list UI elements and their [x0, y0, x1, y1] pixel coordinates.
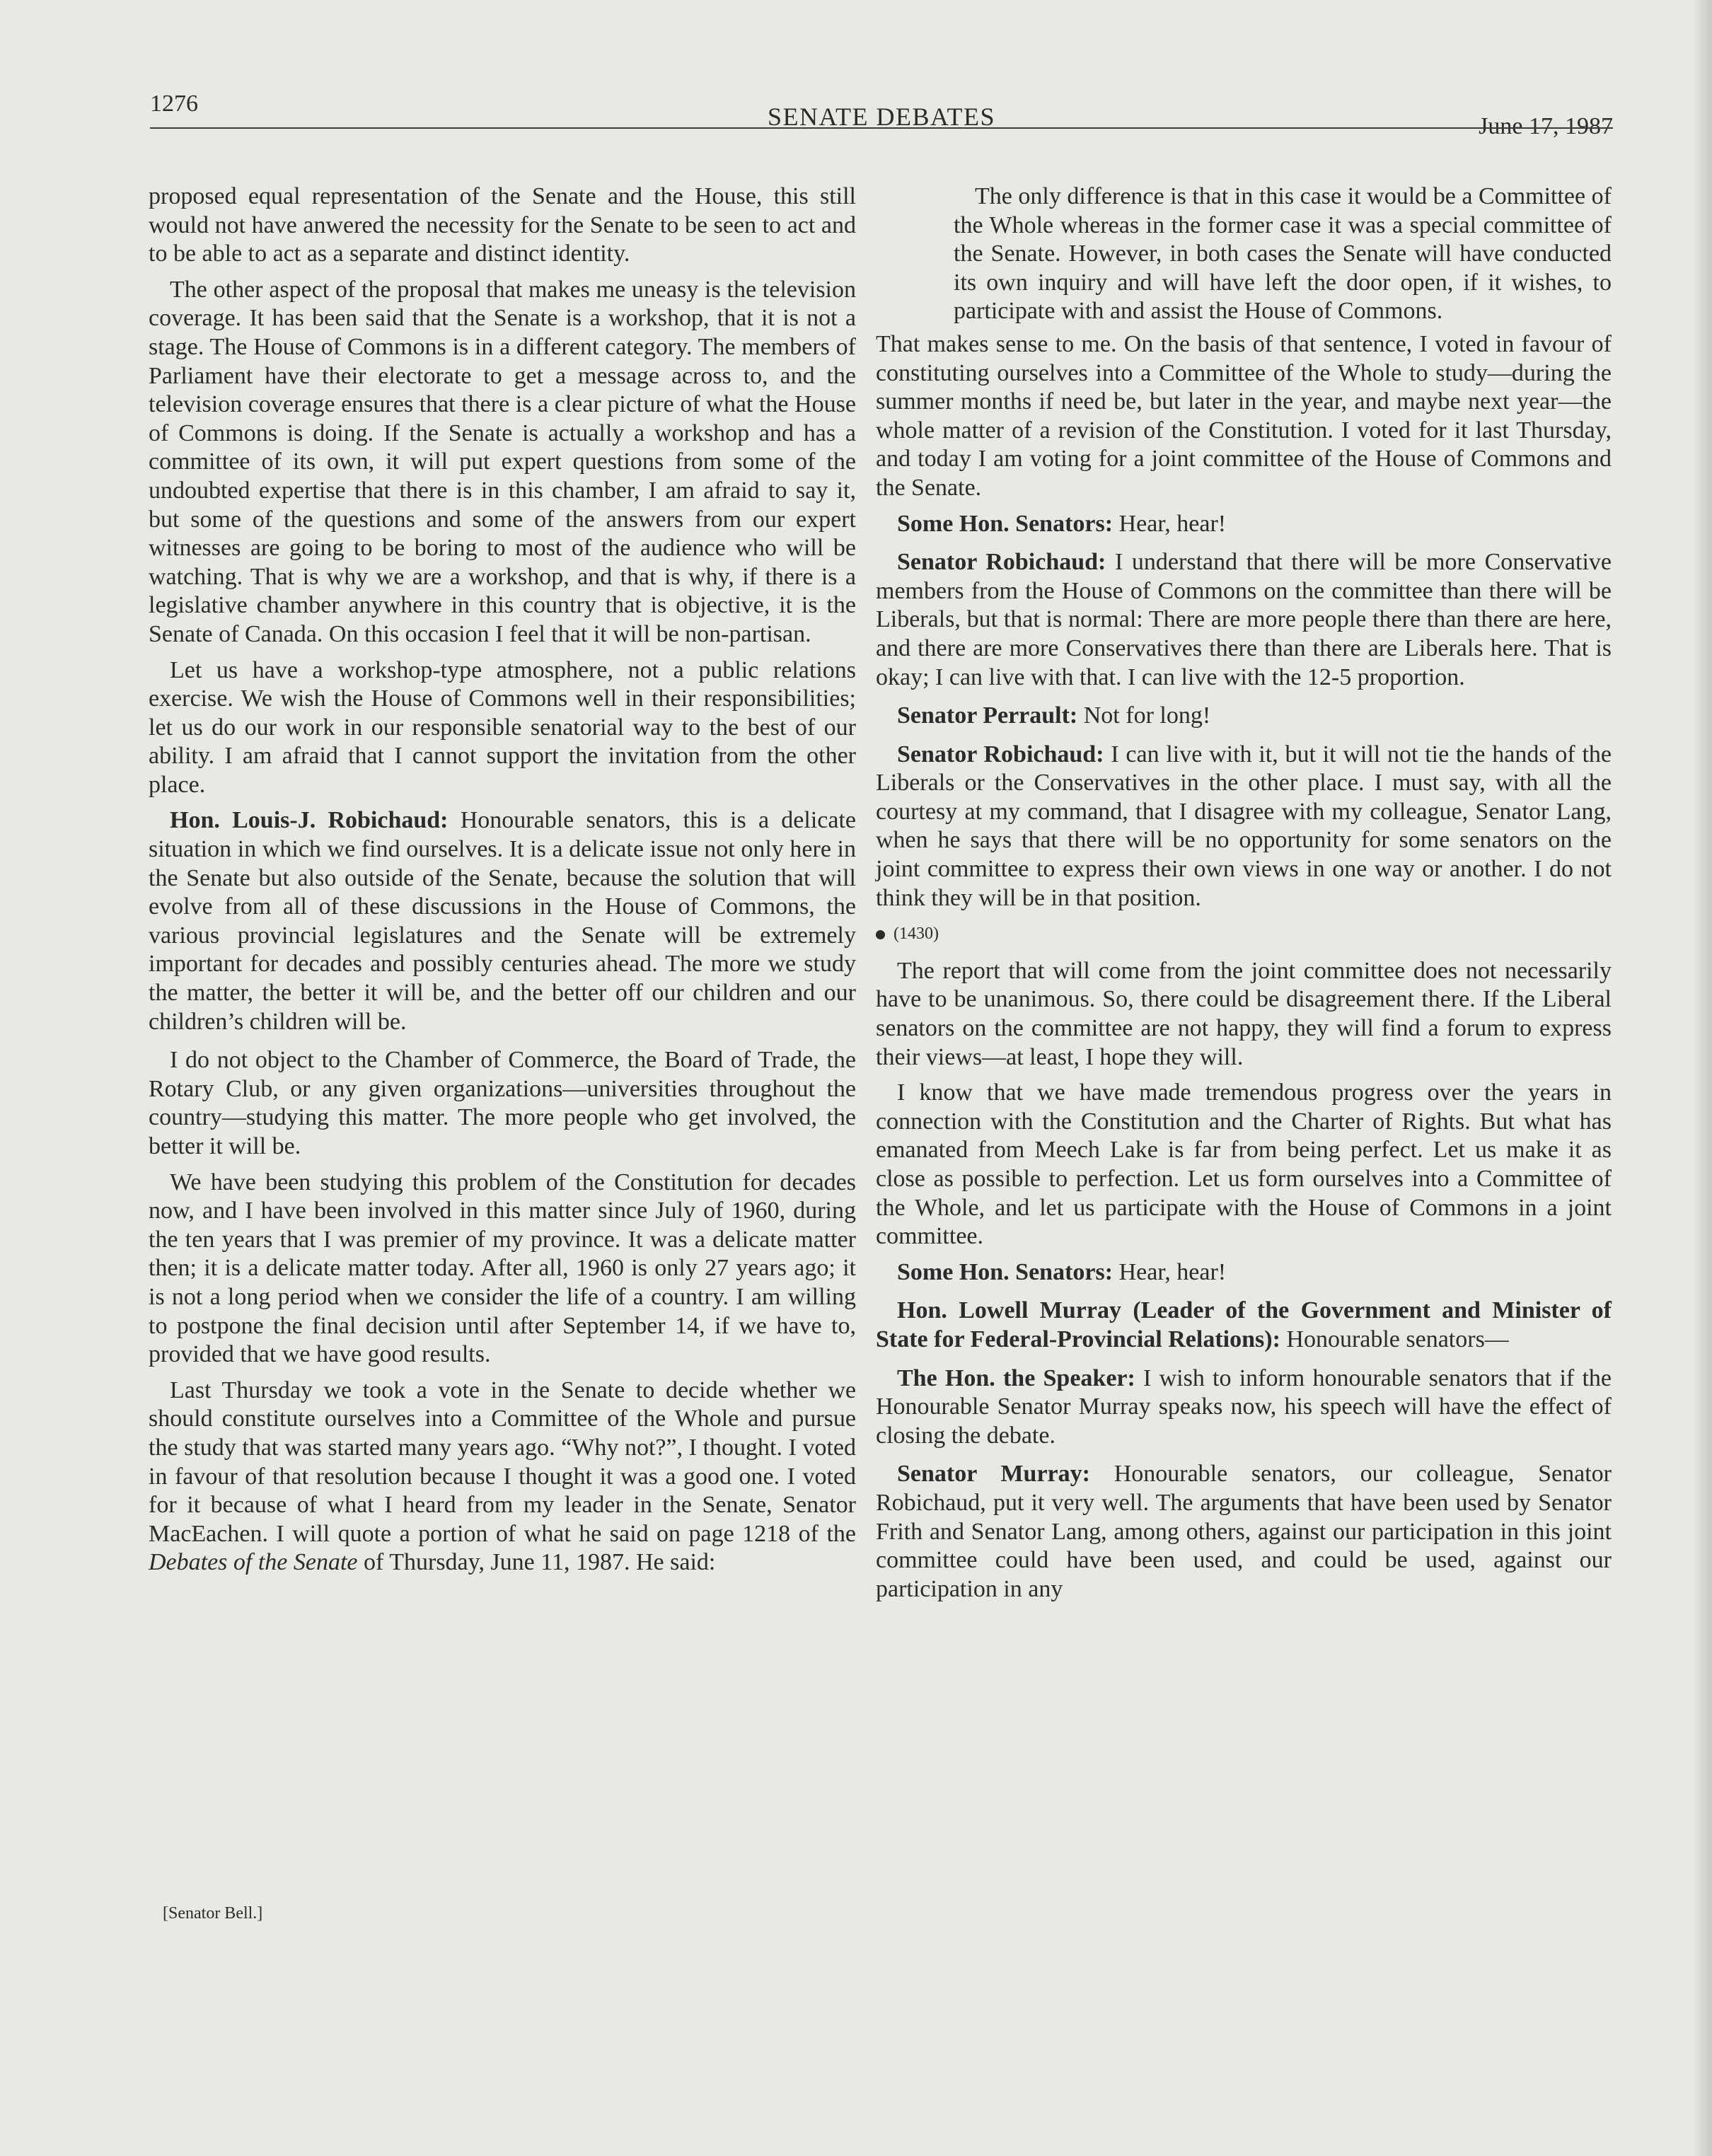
scan-edge — [1692, 0, 1712, 2156]
page-header — [150, 85, 1613, 139]
paragraph: That makes sense to me. On the basis of that sentence, I voted in favour of constituting ourselves into a Committee of the Whole to study—during the summer months if need be, but later in the year, and maybe next year—the whole matter of a revision of the Constitution. I voted for it last Thursday, and today I am voting for a joint committee of the House of Commons and the Senate. — [876, 330, 1612, 501]
paragraph: proposed equal representation of the Senate and the House, this still would not have anwered the necessity for the Senate to be seen to act and to be able to act as a separate and distinct identity. — [149, 183, 856, 267]
speech — [149, 806, 856, 1036]
speech — [876, 702, 1612, 731]
publication-reference: Debates of the Senate — [149, 1549, 358, 1576]
paragraph: The other aspect of the proposal that makes me uneasy is the television coverage. It has been said that the Senate is a workshop, that it is not a stage. The House of Commons is in a different category. The members of Parliament have their electorate to get a message across to, and the television coverage ensures that there is a clear picture of what the House of Commons is doing. If the Senate is actually a workshop and has a committee of its own, it will put expert questions from some of the undoubted expertise that there is in this chamber, I am afraid to say it, but some of the questions and some of the answers from our expert witnesses are going to be boring to most of the audience who will be watching. That is why we are a workshop, and that is why, if there is a legislative chamber anywhere in this country that is objective, it is the Senate of Canada. On this occasion I feel that it will be non-partisan. — [149, 276, 856, 647]
speech — [876, 548, 1612, 692]
paragraph: Let us have a workshop-type atmosphere, not a public relations exercise. We wish the House of Commons well in their responsibilities; let us do our work in our responsible senatorial way to the best of our ability. I am afraid that I cannot support the invitation from the other place. — [149, 656, 856, 798]
page-number: 1276 — [150, 91, 198, 117]
speech-text: Hear, hear! — [1113, 1258, 1227, 1285]
speaker-name: Some Hon. Senators: — [897, 510, 1114, 537]
right-column — [876, 182, 1612, 1611]
speaker-name: Senator Perrault: — [897, 702, 1078, 729]
speaker-name: Some Hon. Senators: — [897, 1258, 1114, 1285]
speech — [876, 1258, 1612, 1287]
speech-text: Honourable senators— — [1280, 1326, 1509, 1352]
publication-title: SENATE DEBATES — [767, 103, 995, 131]
speech-text: I wish to inform honourable senators that if the Honourable Senator Murray speaks now, his speech will have the effect of closing the debate. — [876, 1364, 1612, 1449]
paragraph: I know that we have made tremendous progress over the years in connection with the Constitution and the Charter of Rights. But what has emanated from Meech Lake is far from being perfect. Let us make it as close as possible to perfection. Let us form ourselves into a Committee of the Whole, and let us participate with the House of Commons in a joint committee. — [876, 1079, 1612, 1250]
time-marker — [876, 920, 1612, 949]
speaker-name: Senator Murray: — [897, 1461, 1090, 1488]
speech-text: Hear, hear! — [1113, 510, 1227, 537]
time-marker-text: (1430) — [893, 925, 939, 944]
speech-text: I understand that there will be more Conservative members from the House of Commons on the committee than there will be Liberals, but that is normal: There are more people there than there are here, and there are more Conservatives there than there are Liberals here. That is okay; I can live with that. I can live with the 12-5 proportion. — [876, 549, 1612, 690]
paragraph: The report that will come from the joint committee does not necessarily have to be unanimous. So, there could be disagreement there. If the Liberal senators on the committee are not happy, they will find a forum to express their views—at least, I hope they will. — [876, 957, 1612, 1070]
paragraph — [149, 1377, 856, 1577]
speech-text: I can live with it, but it will not tie the hands of the Liberals or the Conservatives in the other place. I must say, with all the courtesy at my command, that I disagree with my colleague, Senator Lang, when he says that there will be no opportunity for some senators on the joint committee to express their own views in one way or another. I do not think they will be in that position. — [876, 741, 1612, 911]
speech-text: Not for long! — [1077, 702, 1211, 729]
left-column — [149, 182, 856, 1584]
speech-text: Honourable senators, our colleague, Senator Robichaud, put it very well. The arguments that have been used by Senator Frith and Senator Lang, among others, against our participation in this joint committee could have been used, and could be used, against our participation in any — [876, 1461, 1612, 1602]
speech — [876, 1297, 1612, 1354]
footer-attribution: [Senator Bell.] — [163, 1904, 263, 1923]
speaker-name: Hon. Lowell Murray (Leader of the Government and Minister of State for Federal-Provincial Relations): — [876, 1297, 1612, 1352]
quote-text: The only difference is that in this case it would be a Committee of the Whole whereas in the former case it was a special committee of the Senate. However, in both cases the Senate will have conducted its own inquiry and will have left the door open, if it wishes, to participate with and assist the House of Commons. — [954, 183, 1612, 325]
header-rule — [150, 127, 1613, 129]
speaker-name: Hon. Louis-J. Robichaud: — [170, 807, 449, 834]
bullet-icon — [876, 930, 885, 939]
text-run: Last Thursday we took a vote in the Senate to decide whether we should constitute ourselves into a Committee of the Whole and pursue the study that was started many years ago. “Why not?”, I thought. I voted in favour of that resolution because I thought it was a good one. I voted for it because of what I heard from my leader in the Senate, Senator MacEachen. I will quote a portion of what he said on page 1218 of the — [149, 1377, 856, 1547]
speaker-name: Senator Robichaud: — [897, 549, 1106, 576]
speech — [876, 510, 1612, 539]
text-run: of Thursday, June 11, 1987. He said: — [357, 1549, 716, 1576]
speech — [876, 1364, 1612, 1451]
issue-date: June 17, 1987 — [1479, 113, 1613, 139]
speaker-name: The Hon. the Speaker: — [897, 1364, 1135, 1391]
paragraph: I do not object to the Chamber of Commerce, the Board of Trade, the Rotary Club, or any given organizations—universities throughout the country—studying this matter. The more people who get involved, the better it will be. — [149, 1047, 856, 1159]
paragraph: We have been studying this problem of the Constitution for decades now, and I have been involved in this matter since July of 1960, during the ten years that I was premier of my province. It was a delicate matter then; it is a delicate matter today. After all, 1960 is only 27 years ago; it is not a long period when we consider the life of a country. I am willing to postpone the final decision until after September 14, if we have to, provided that we have good results. — [149, 1169, 856, 1368]
speech — [876, 741, 1612, 913]
speaker-name: Senator Robichaud: — [897, 741, 1104, 767]
speech — [876, 1460, 1612, 1604]
block-quote — [876, 182, 1612, 326]
speech-text: Honourable senators, this is a delicate situation in which we find ourselves. It is a delicate issue not only here in the Senate but also outside of the Senate, because the solution that will evolve from all of these discussions in the House of Commons, the various provincial legislatures and the Senate will be extremely important for decades and possibly centuries ahead. The more we study the matter, the better it will be, and the better off our children and our children’s children will be. — [149, 807, 856, 1035]
